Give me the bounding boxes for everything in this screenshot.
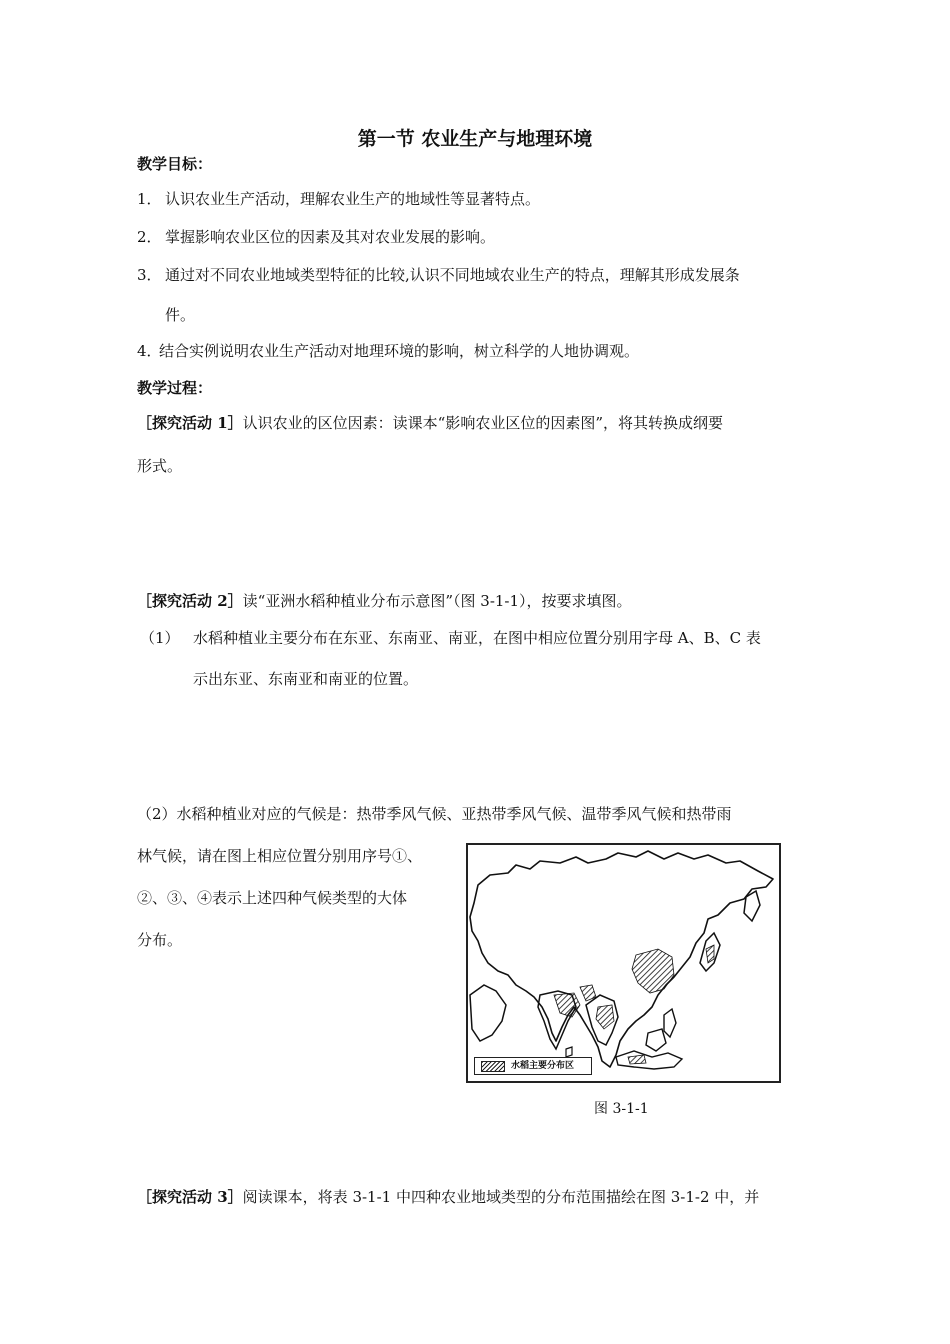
activity-2 (137, 590, 632, 611)
objective-text: 认识农业生产活动，理解农业生产的地域性等显著特点。 (165, 190, 541, 208)
activity-3-text: 阅读课本，将表 3-1-1 中四种农业地域类型的分布范围描绘在图 3-1-2 中，并 (242, 1188, 760, 1206)
asia-coastline (470, 851, 773, 1067)
objective-number: 3． (137, 266, 162, 284)
objective-text: 通过对不同农业地域类型特征的比较,认识不同地域农业生产的特点，理解其形成发展条 (165, 266, 740, 284)
question-1-line-2: 示出东亚、东南亚和南亚的位置。 (193, 670, 419, 688)
hatch-swatch-icon (481, 1061, 505, 1072)
question-2-line-4: 分布。 (137, 931, 183, 949)
rice-area-japan (706, 945, 714, 963)
question-2-line-3: ②、③、④表示上述四种气候类型的大体 (137, 889, 408, 907)
indonesia-outline (616, 1051, 682, 1069)
activity-1-text: 认识农业的区位因素：读课本“影响农业区位的因素图”，将其转换成纲要 (242, 414, 724, 432)
arabia-outline (470, 985, 506, 1041)
activity-3-label: ［探究活动 3］ (137, 1188, 243, 1206)
objective-number: 1． (137, 190, 162, 208)
objective-item-4 (137, 340, 639, 361)
asia-rice-map (466, 843, 781, 1083)
rice-area-java (628, 1055, 646, 1064)
activity-2-text: 读“亚洲水稻种植业分布示意图”（图 3-1-1），按要求填图。 (242, 592, 632, 610)
objective-text: 结合实例说明农业生产活动对地理环境的影响，树立科学的人地协调观。 (159, 342, 640, 360)
rice-area-indochina (596, 1005, 614, 1029)
objective-item-3 (137, 264, 740, 285)
objective-item-3-continued: 件。 (165, 306, 196, 324)
process-heading: 教学过程： (137, 379, 213, 397)
activity-3 (137, 1186, 759, 1207)
objective-number: 4． (137, 342, 162, 360)
question-1-number: （1） (140, 629, 180, 647)
rice-area-china (632, 949, 674, 993)
activity-2-label: ［探究活动 2］ (137, 592, 243, 610)
objective-text: 掌握影响农业区位的因素及其对农业发展的影响。 (165, 228, 496, 246)
question-2-line-2: 林气候，请在图上相应位置分别用序号①、 (137, 847, 423, 865)
philippines-outline (664, 1009, 676, 1037)
objective-number: 2． (137, 228, 162, 246)
sri-lanka-outline (566, 1047, 572, 1057)
activity-1 (137, 412, 723, 433)
borneo-outline (646, 1029, 666, 1051)
rice-area-india (554, 993, 580, 1017)
objective-item-2 (137, 226, 495, 247)
figure-caption: 图 3-1-1 (594, 1101, 649, 1117)
map-legend (474, 1057, 592, 1075)
question-2-line-1: （2）水稻种植业对应的气候是：热带季风气候、亚热带季风气候、温带季风气候和热带雨 (137, 805, 732, 823)
asia-map-drawing (468, 845, 779, 1081)
activity-1-label: ［探究活动 1］ (137, 414, 243, 432)
activity-1-continued: 形式。 (137, 457, 183, 475)
objective-item-1 (137, 188, 540, 209)
page-title: 第一节 农业生产与地理环境 (357, 128, 593, 150)
rice-area-bangladesh (580, 985, 596, 1001)
legend-label: 水稻主要分布区 (511, 1061, 575, 1071)
objectives-heading: 教学目标： (137, 155, 213, 173)
question-1-line-1: 水稻种植业主要分布在东亚、东南亚、南亚，在图中相应位置分别用字母 A、B、C 表 (193, 629, 761, 647)
